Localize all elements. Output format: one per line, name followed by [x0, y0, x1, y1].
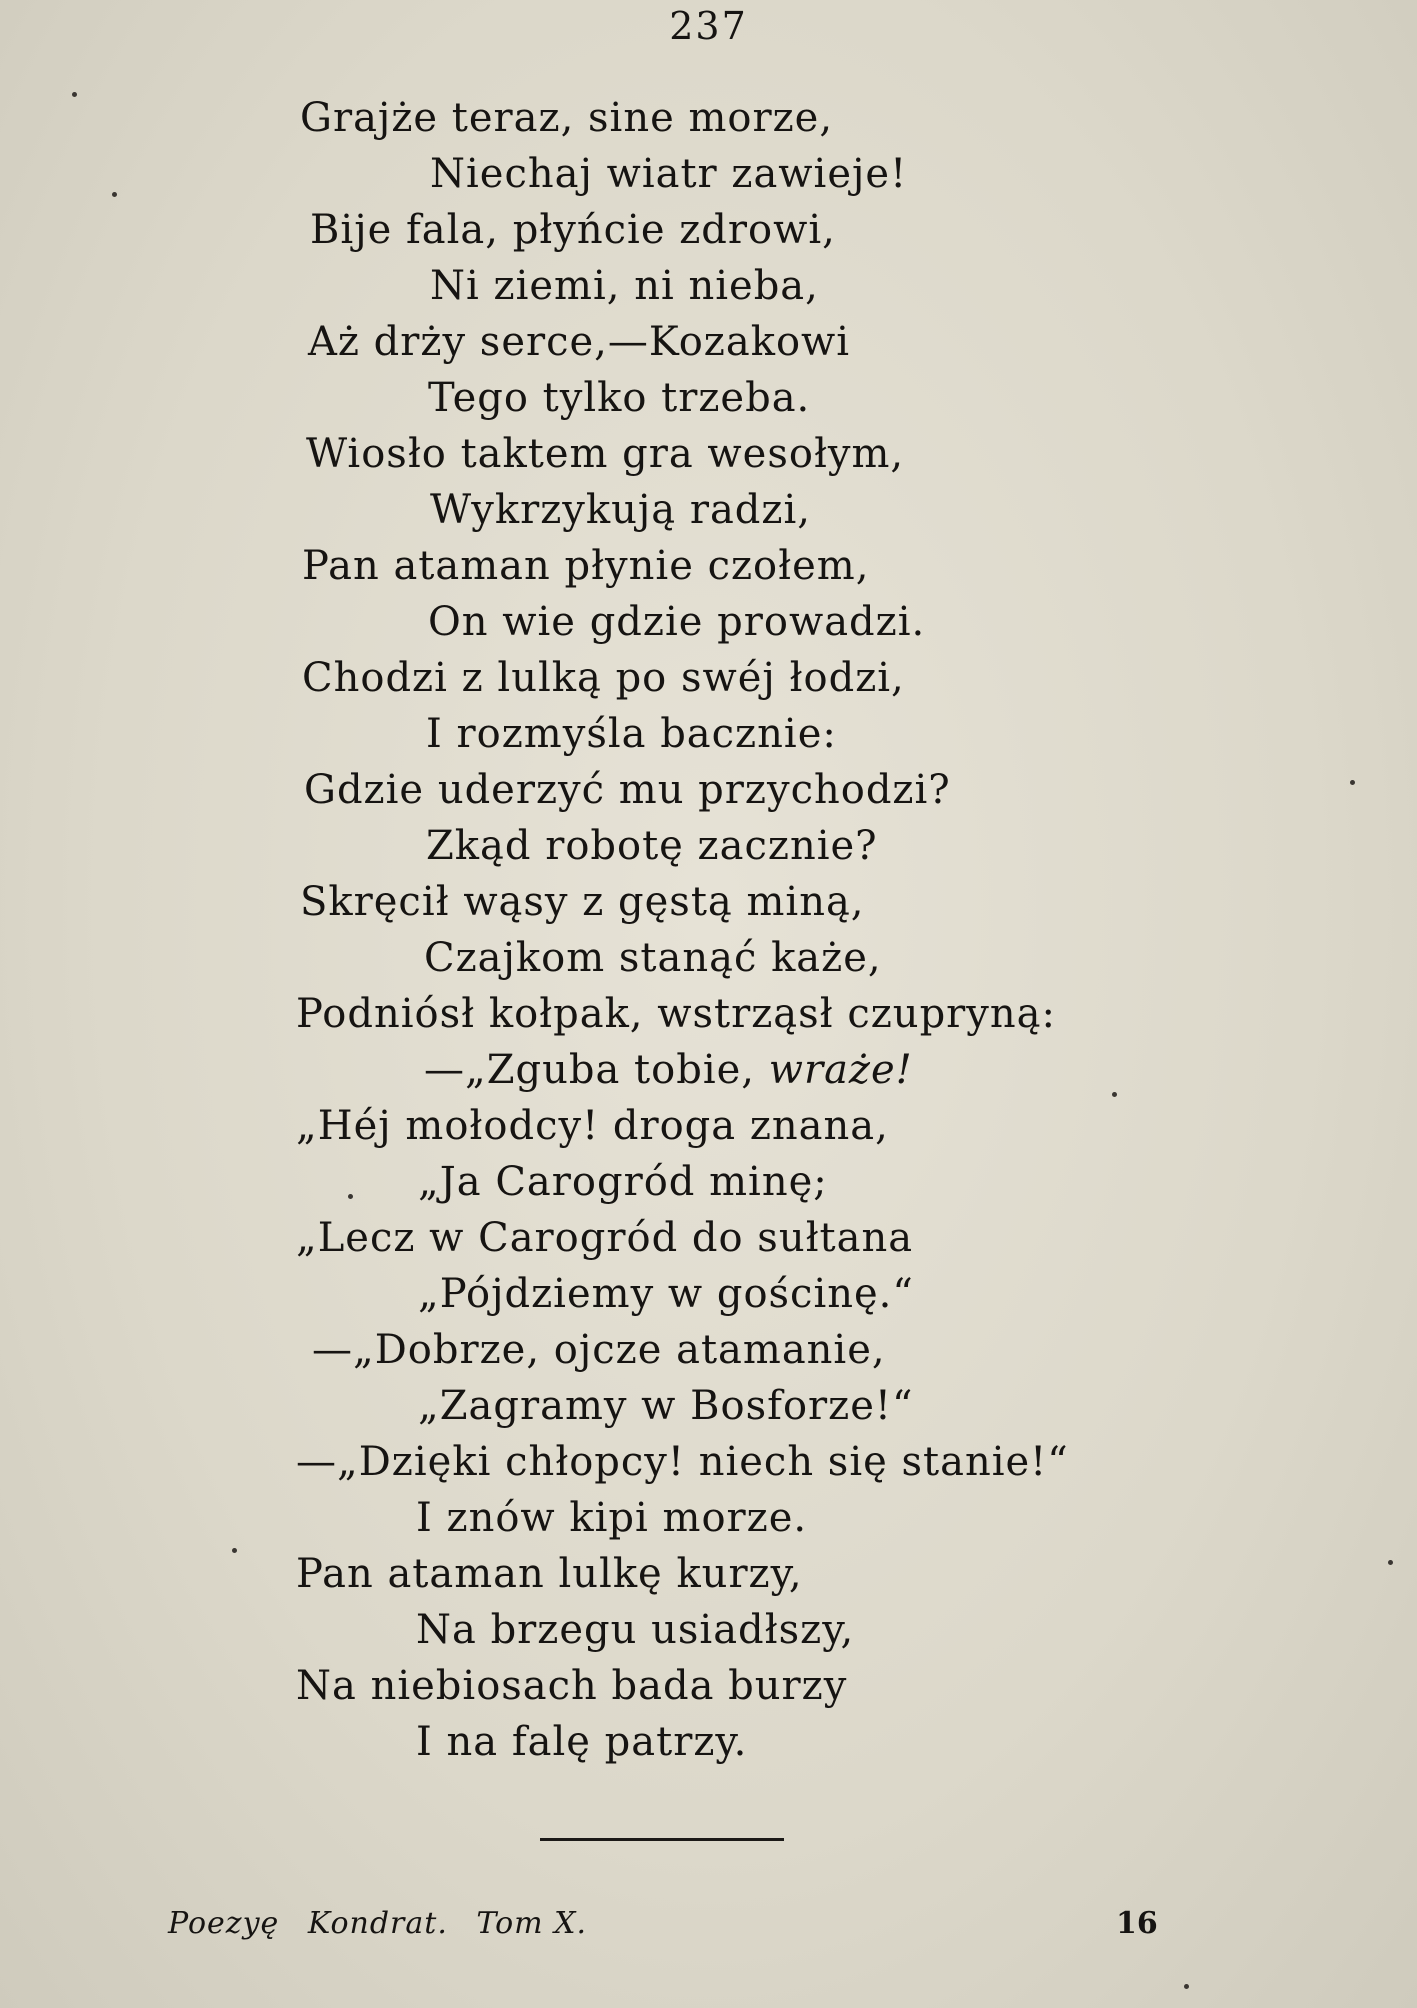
- closing-rule: [540, 1838, 784, 1841]
- poem-line: Gdzie uderzyć mu przychodzi?: [304, 767, 951, 813]
- paper-speck: [1388, 1560, 1393, 1565]
- poem-line: Ni ziemi, ni nieba,: [430, 263, 819, 309]
- page-number: 237: [669, 4, 748, 48]
- poem-line: Na brzegu usiadłszy,: [416, 1607, 855, 1653]
- poem-line: „Ja Carogród minę;: [418, 1159, 828, 1205]
- poem-line: Pan ataman lulkę kurzy,: [296, 1551, 803, 1597]
- poem-line: On wie gdzie prowadzi.: [428, 599, 926, 645]
- poem-line: I rozmyśla bacznie:: [426, 711, 837, 757]
- footer-title: Poezyę: [168, 1906, 280, 1941]
- paper-speck: [1184, 1984, 1189, 1989]
- paper-speck: [1112, 1092, 1117, 1097]
- printer-signature-mark: 16: [1116, 1906, 1158, 1941]
- footer-signature-line: [168, 1906, 605, 1941]
- poem-line-text: —„Zguba tobie,: [424, 1047, 755, 1093]
- poem-line: Podniósł kołpak, wstrząsł czupryną:: [296, 991, 1056, 1037]
- paper-speck: [232, 1548, 237, 1553]
- poem-line: „Héj mołodcy! droga znana,: [296, 1103, 889, 1149]
- poem-line: „Lecz w Carogród do sułtana: [296, 1215, 914, 1261]
- poem-line: Chodzi z lulką po swéj łodzi,: [302, 655, 905, 701]
- poem-line: Czajkom stanąć każe,: [424, 935, 882, 981]
- poem-line: Aż drży serce,—Kozakowi: [308, 319, 851, 365]
- poem-italic-word: wraże!: [768, 1047, 913, 1093]
- poem-line-with-italic: [424, 1042, 913, 1098]
- poem-line: Wiosło taktem gra wesołym,: [306, 431, 905, 477]
- footer-author: Kondrat.: [307, 1906, 448, 1941]
- footer-volume: Tom X.: [476, 1906, 588, 1941]
- poem-line: —„Dobrze, ojcze atamanie,: [312, 1327, 886, 1373]
- poem-line: Skręcił wąsy z gęstą miną,: [300, 879, 865, 925]
- poem-line: I znów kipi morze.: [416, 1495, 808, 1541]
- poem-line: Niechaj wiatr zawieje!: [430, 151, 908, 197]
- poem-line: Tego tylko trzeba.: [428, 375, 811, 421]
- poem-line: „Pójdziemy w gościnę.“: [418, 1271, 914, 1317]
- paper-speck: [348, 1194, 353, 1199]
- poem-line: Zkąd robotę zacznie?: [426, 823, 878, 869]
- poem-line: Grajże teraz, sine morze,: [300, 95, 834, 141]
- poem-line: I na falę patrzy.: [416, 1719, 748, 1765]
- poem-line: Na niebiosach bada burzy: [296, 1663, 848, 1709]
- paper-speck: [112, 192, 117, 197]
- paper-speck: [72, 92, 77, 97]
- paper-speck: [1350, 780, 1355, 785]
- poem-line: Bije fala, płyńcie zdrowi,: [310, 207, 836, 253]
- poem-line: Pan ataman płynie czołem,: [302, 543, 870, 589]
- poem-line: —„Dzięki chłopcy! niech się stanie!“: [296, 1439, 1069, 1485]
- poem-line: „Zagramy w Bosforze!“: [418, 1383, 914, 1429]
- poem-line: Wykrzykują radzi,: [430, 487, 811, 533]
